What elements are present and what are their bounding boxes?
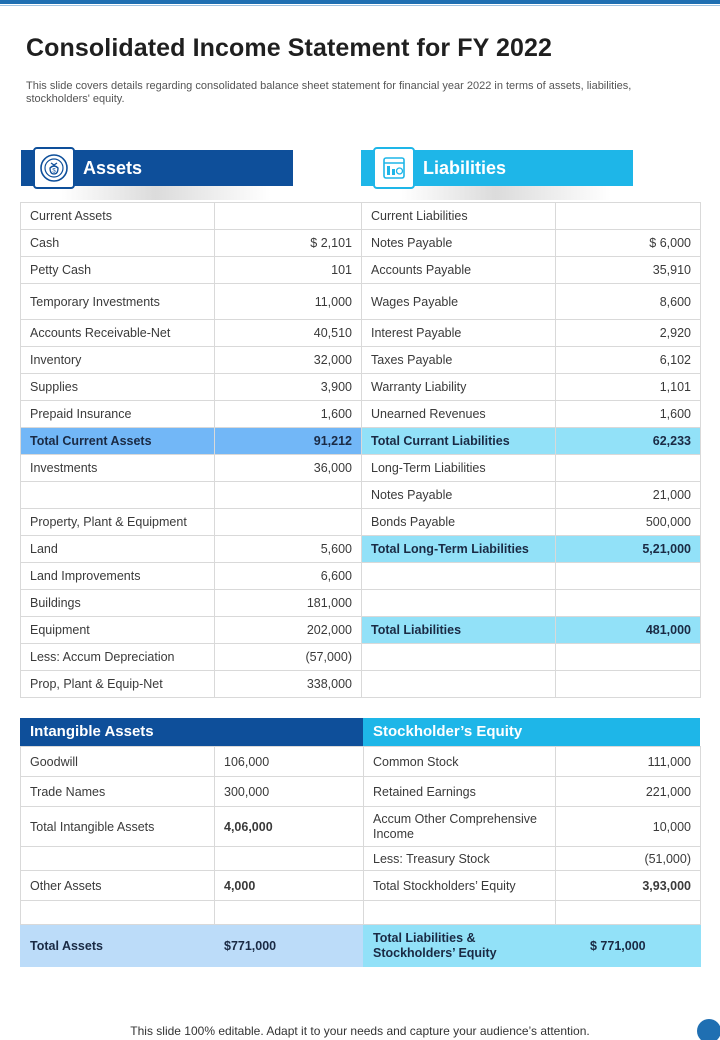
stockholders-equity-header: Stockholder’s Equity (363, 718, 700, 746)
footer-note: This slide 100% editable. Adapt it to your needs and capture your audience’s attention. (130, 1024, 590, 1038)
row-label: Inventory (21, 347, 215, 374)
table-row (362, 482, 701, 509)
row-label: Less: Accum Depreciation (21, 644, 215, 671)
row-value: 181,000 (215, 590, 362, 617)
row-label: Other Assets (21, 871, 215, 901)
table-row (21, 901, 364, 925)
row-label: Total Long-Term Liabilities (362, 536, 556, 563)
row-label: Equipment (21, 617, 215, 644)
row-value (556, 563, 701, 590)
table-row (21, 320, 362, 347)
row-value: 202,000 (215, 617, 362, 644)
row-label (21, 482, 215, 509)
row-label: Taxes Payable (362, 347, 556, 374)
table-row (21, 284, 362, 320)
row-label (362, 671, 556, 698)
row-label (362, 563, 556, 590)
total-long-term-liabilities-row (362, 536, 701, 563)
row-label (362, 644, 556, 671)
row-value: $771,000 (215, 925, 364, 967)
row-value (556, 590, 701, 617)
row-value: 338,000 (215, 671, 362, 698)
table-row (362, 203, 701, 230)
row-label: Long-Term Liabilities (362, 455, 556, 482)
row-label: Prepaid Insurance (21, 401, 215, 428)
page-subtitle: This slide covers details regarding consolidated balance sheet statement for financial year 2022 in terms of assets, liabilities, stockholders' equity. (26, 80, 632, 105)
row-value: 2,920 (556, 320, 701, 347)
row-label: Current Assets (21, 203, 215, 230)
table-row (364, 777, 701, 807)
row-label: Temporary Investments (21, 284, 215, 320)
intangible-assets-header: Intangible Assets (20, 718, 363, 746)
row-label: Bonds Payable (362, 509, 556, 536)
row-label: Trade Names (21, 777, 215, 807)
liabilities-table (361, 202, 701, 698)
assets-header-shadow (61, 186, 271, 200)
row-label: Interest Payable (362, 320, 556, 347)
row-value: (57,000) (215, 644, 362, 671)
table-row (21, 455, 362, 482)
row-value: 10,000 (556, 807, 701, 847)
row-value: 300,000 (215, 777, 364, 807)
table-row (21, 671, 362, 698)
table-row (362, 257, 701, 284)
total-liabilities-row (362, 617, 701, 644)
row-label: Prop, Plant & Equip-Net (21, 671, 215, 698)
table-row (362, 320, 701, 347)
row-label: Petty Cash (21, 257, 215, 284)
table-row (362, 455, 701, 482)
row-label: Total Assets (21, 925, 215, 967)
row-value: $ 6,000 (556, 230, 701, 257)
row-label (21, 901, 215, 925)
row-value: 8,600 (556, 284, 701, 320)
row-value: 221,000 (556, 777, 701, 807)
row-value: 111,000 (556, 747, 701, 777)
row-value: 62,233 (556, 428, 701, 455)
row-value: 21,000 (556, 482, 701, 509)
row-value: 3,900 (215, 374, 362, 401)
table-row (364, 807, 701, 847)
table-row (362, 401, 701, 428)
table-row (21, 401, 362, 428)
table-row (21, 257, 362, 284)
total-current-liabilities-row (362, 428, 701, 455)
page-title: Consolidated Income Statement for FY 2022 (26, 34, 552, 62)
row-label: Goodwill (21, 747, 215, 777)
table-row (362, 563, 701, 590)
total-liabilities-equity-row (364, 925, 701, 967)
assets-table (20, 202, 362, 698)
row-value (556, 901, 701, 925)
row-value: $ 771,000 (556, 925, 701, 967)
total-assets-row (21, 925, 364, 967)
row-value (215, 509, 362, 536)
row-value (556, 671, 701, 698)
row-label: Accounts Payable (362, 257, 556, 284)
row-label (364, 901, 556, 925)
row-value: 101 (215, 257, 362, 284)
table-row (21, 777, 364, 807)
table-row (21, 509, 362, 536)
row-value: 6,600 (215, 563, 362, 590)
table-row (21, 374, 362, 401)
row-label: Buildings (21, 590, 215, 617)
liabilities-header-label: Liabilities (423, 158, 507, 178)
row-value: $ 2,101 (215, 230, 362, 257)
table-row (362, 671, 701, 698)
row-label: Warranty Liability (362, 374, 556, 401)
row-value (215, 482, 362, 509)
row-label: Cash (21, 230, 215, 257)
table-row (21, 347, 362, 374)
table-row (362, 230, 701, 257)
row-value: 11,000 (215, 284, 362, 320)
table-row (362, 644, 701, 671)
table-row (21, 617, 362, 644)
row-label: Land (21, 536, 215, 563)
table-row (362, 509, 701, 536)
row-value (215, 203, 362, 230)
row-value: 1,600 (215, 401, 362, 428)
table-row (364, 871, 701, 901)
row-label: Total Intangible Assets (21, 807, 215, 847)
svg-text:$: $ (52, 168, 56, 175)
corner-dot (697, 1019, 720, 1040)
table-row (21, 590, 362, 617)
row-label: Accum Other Comprehensive Income (364, 807, 556, 847)
row-value (556, 455, 701, 482)
row-label (21, 847, 215, 871)
row-value: 500,000 (556, 509, 701, 536)
ledger-icon (373, 147, 415, 189)
assets-section-header (21, 150, 293, 186)
row-label: Notes Payable (362, 230, 556, 257)
row-label: Total Liabilities (362, 617, 556, 644)
table-row (21, 747, 364, 777)
row-label: Total Current Assets (21, 428, 215, 455)
row-value: 40,510 (215, 320, 362, 347)
row-value (215, 901, 364, 925)
row-value: 1,101 (556, 374, 701, 401)
table-row (21, 482, 362, 509)
liabilities-section-header (361, 150, 633, 186)
top-accent-bar (0, 0, 720, 4)
row-label: Total Liabilities & Stockholders’ Equity (364, 925, 556, 967)
table-row (362, 590, 701, 617)
row-value: 1,600 (556, 401, 701, 428)
row-label: Less: Treasury Stock (364, 847, 556, 871)
total-current-assets-row (21, 428, 362, 455)
row-label: Accounts Receivable-Net (21, 320, 215, 347)
money-bag-icon (33, 147, 75, 189)
row-value: (51,000) (556, 847, 701, 871)
table-row (364, 901, 701, 925)
row-value: 36,000 (215, 455, 362, 482)
table-row (362, 374, 701, 401)
row-value: 32,000 (215, 347, 362, 374)
row-label: Total Stockholders’ Equity (364, 871, 556, 901)
row-label: Supplies (21, 374, 215, 401)
table-row (21, 536, 362, 563)
row-label: Retained Earnings (364, 777, 556, 807)
table-row (21, 203, 362, 230)
row-value: 5,21,000 (556, 536, 701, 563)
row-value: 4,000 (215, 871, 364, 901)
row-value (556, 203, 701, 230)
row-value: 91,212 (215, 428, 362, 455)
row-label: Common Stock (364, 747, 556, 777)
table-row (21, 644, 362, 671)
table-row (21, 230, 362, 257)
row-value: 35,910 (556, 257, 701, 284)
top-accent-line (0, 5, 720, 6)
row-value: 481,000 (556, 617, 701, 644)
table-row (21, 871, 364, 901)
row-label: Current Liabilities (362, 203, 556, 230)
table-row (364, 847, 701, 871)
row-value: 3,93,000 (556, 871, 701, 901)
row-label: Property, Plant & Equipment (21, 509, 215, 536)
row-value: 6,102 (556, 347, 701, 374)
assets-header-label: Assets (83, 158, 143, 178)
row-label: Notes Payable (362, 482, 556, 509)
table-row (21, 807, 364, 847)
liabilities-header-shadow (401, 186, 611, 200)
table-row (21, 847, 364, 871)
row-value: 4,06,000 (215, 807, 364, 847)
row-label: Land Improvements (21, 563, 215, 590)
row-label: Wages Payable (362, 284, 556, 320)
row-label (362, 590, 556, 617)
row-value: 106,000 (215, 747, 364, 777)
row-value: 5,600 (215, 536, 362, 563)
row-value (556, 644, 701, 671)
row-label: Investments (21, 455, 215, 482)
stockholders-equity-table (363, 746, 701, 967)
row-label: Total Currant Liabilities (362, 428, 556, 455)
table-row (21, 563, 362, 590)
intangible-assets-table (20, 746, 364, 967)
row-value (215, 847, 364, 871)
table-row (362, 284, 701, 320)
table-row (364, 747, 701, 777)
table-row (362, 347, 701, 374)
row-label: Unearned Revenues (362, 401, 556, 428)
